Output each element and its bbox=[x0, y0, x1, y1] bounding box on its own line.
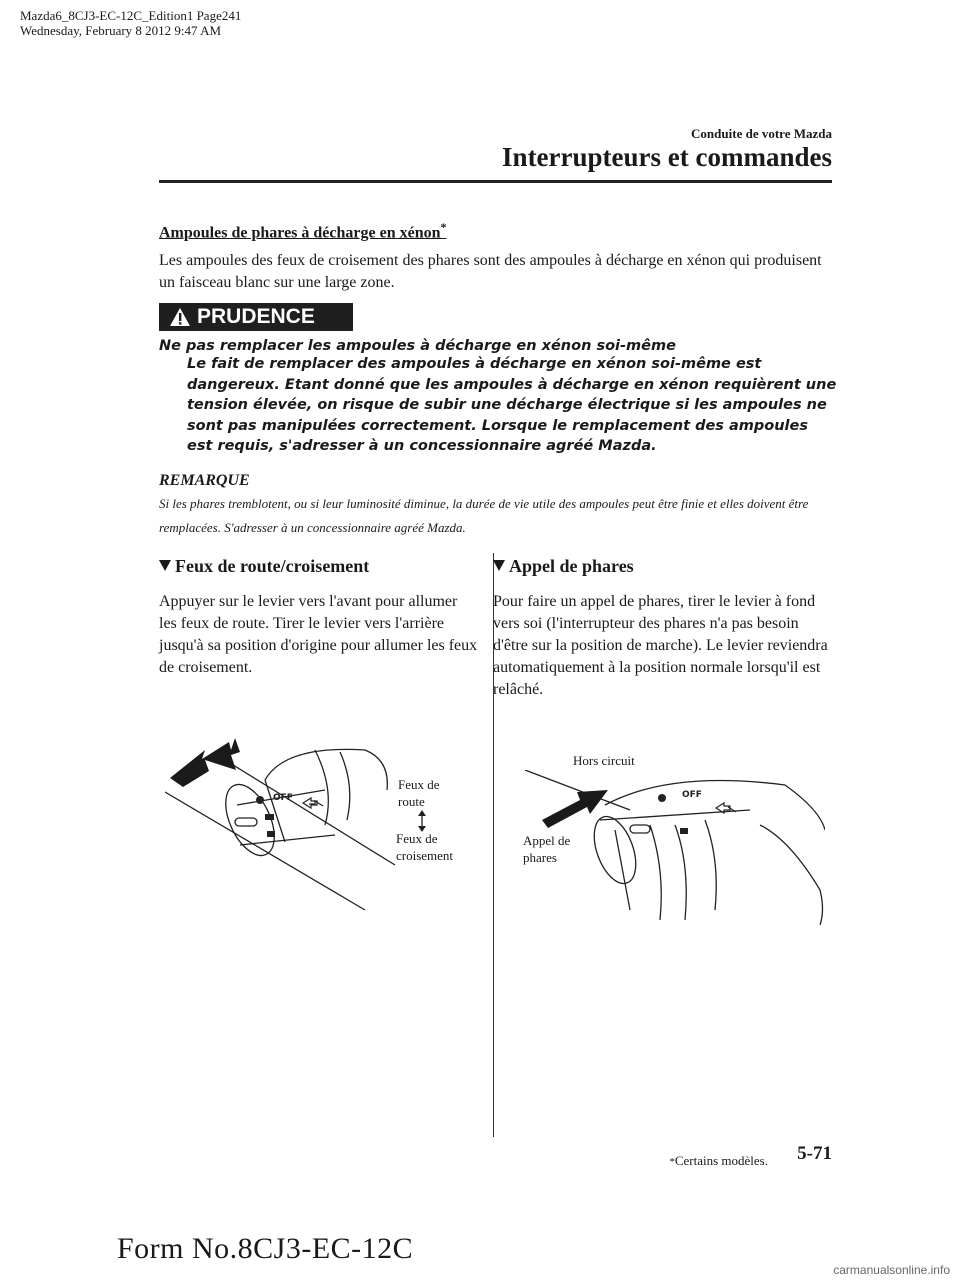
chapter-title: Conduite de votre Mazda bbox=[691, 126, 832, 141]
caution-heading: Ne pas remplacer les ampoules à décharge en xénon soi-même bbox=[159, 338, 676, 354]
subsection-title-text: Ampoules de phares à décharge en xénon bbox=[159, 224, 441, 242]
footnote-text: Certains modèles. bbox=[674, 1153, 768, 1168]
high-low-beam-text: Appuyer sur le levier vers l'avant pour allumer les feux de route. Tirer le levier vers l'arrière jusqu'à sa position d'origine pour allumer les feux de croisement. bbox=[159, 593, 478, 676]
header-rule bbox=[159, 180, 832, 183]
print-header-file: Mazda6_8CJ3-EC-12C_Edition1 Page241 bbox=[20, 8, 242, 23]
certain-models-mark: * bbox=[440, 220, 447, 234]
flashing-title bbox=[493, 556, 634, 577]
page-number: 5-71 bbox=[797, 1143, 832, 1164]
flashing-label bbox=[523, 832, 570, 866]
print-header-date: Wednesday, February 8 2012 9:47 AM bbox=[20, 23, 222, 38]
caution-badge-label: PRUDENCE bbox=[197, 305, 315, 328]
off-mark: OFF bbox=[273, 793, 293, 803]
flashing-text: Pour faire un appel de phares, tirer le levier à fond vers soi (l'interrupteur des phares n'a pas besoin d'être sur la position de marche). Le levier reviendra automatiquement à la position normale lorsqu'il est relâché. bbox=[493, 593, 828, 698]
low-beam-label-line2: croisement bbox=[396, 848, 454, 863]
warning-icon bbox=[169, 307, 191, 327]
note-title: REMARQUE bbox=[159, 472, 250, 489]
caution-badge bbox=[159, 303, 353, 331]
note-body: Si les phares tremblotent, ou si leur luminosité diminue, la durée de vie utile des ampoules peut être finie et elles doivent être remplacées. S'adresser à un concessionnaire agréé Mazda. bbox=[159, 496, 809, 535]
high-low-beam-title bbox=[159, 556, 369, 577]
high-low-beam-title-text: Feux de route/croisement bbox=[175, 556, 370, 576]
high-beam-label-line2: route bbox=[398, 794, 425, 809]
subsection-title bbox=[159, 220, 447, 242]
flashing-label-line1: Appel de bbox=[523, 833, 571, 848]
watermark: carmanualsonline.info bbox=[833, 1263, 950, 1277]
up-down-arrow-icon bbox=[416, 810, 428, 832]
footnote bbox=[669, 1153, 768, 1169]
section-title: Interrupteurs et commandes bbox=[502, 142, 832, 172]
low-beam-label bbox=[396, 830, 453, 864]
intro-paragraph: Les ampoules des feux de croisement des phares sont des ampoules à décharge en xénon qui produisent un faisceau blanc sur une large zone. bbox=[159, 252, 822, 291]
caution-body: Le fait de remplacer des ampoules à décharge en xénon soi-même est dangereux. Etant donné que les ampoules à décharge en xénon requièrent une tension élevée, on risque de subir une décharge électrique si les ampoules ne sont pas manipulées correctement. Lorsque le remplacement des ampoules est requis, s'adresser à un concessionnaire agréé Mazda. bbox=[187, 356, 837, 454]
flash-off-mark: OFF bbox=[682, 790, 702, 800]
off-label: Hors circuit bbox=[573, 753, 635, 768]
low-beam-label-line1: Feux de bbox=[396, 831, 438, 846]
section-triangle-icon bbox=[159, 560, 171, 571]
footnote-mark: * bbox=[669, 1156, 675, 1168]
high-beam-label-line1: Feux de bbox=[398, 777, 440, 792]
section-triangle-icon bbox=[493, 560, 505, 571]
high-beam-label bbox=[398, 776, 440, 810]
high-low-beam-lever-illustration bbox=[165, 730, 405, 920]
flashing-title-text: Appel de phares bbox=[509, 556, 634, 576]
print-header bbox=[20, 8, 241, 38]
form-number: Form No.8CJ3-EC-12C bbox=[117, 1232, 414, 1265]
flashing-label-line2: phares bbox=[523, 850, 557, 865]
